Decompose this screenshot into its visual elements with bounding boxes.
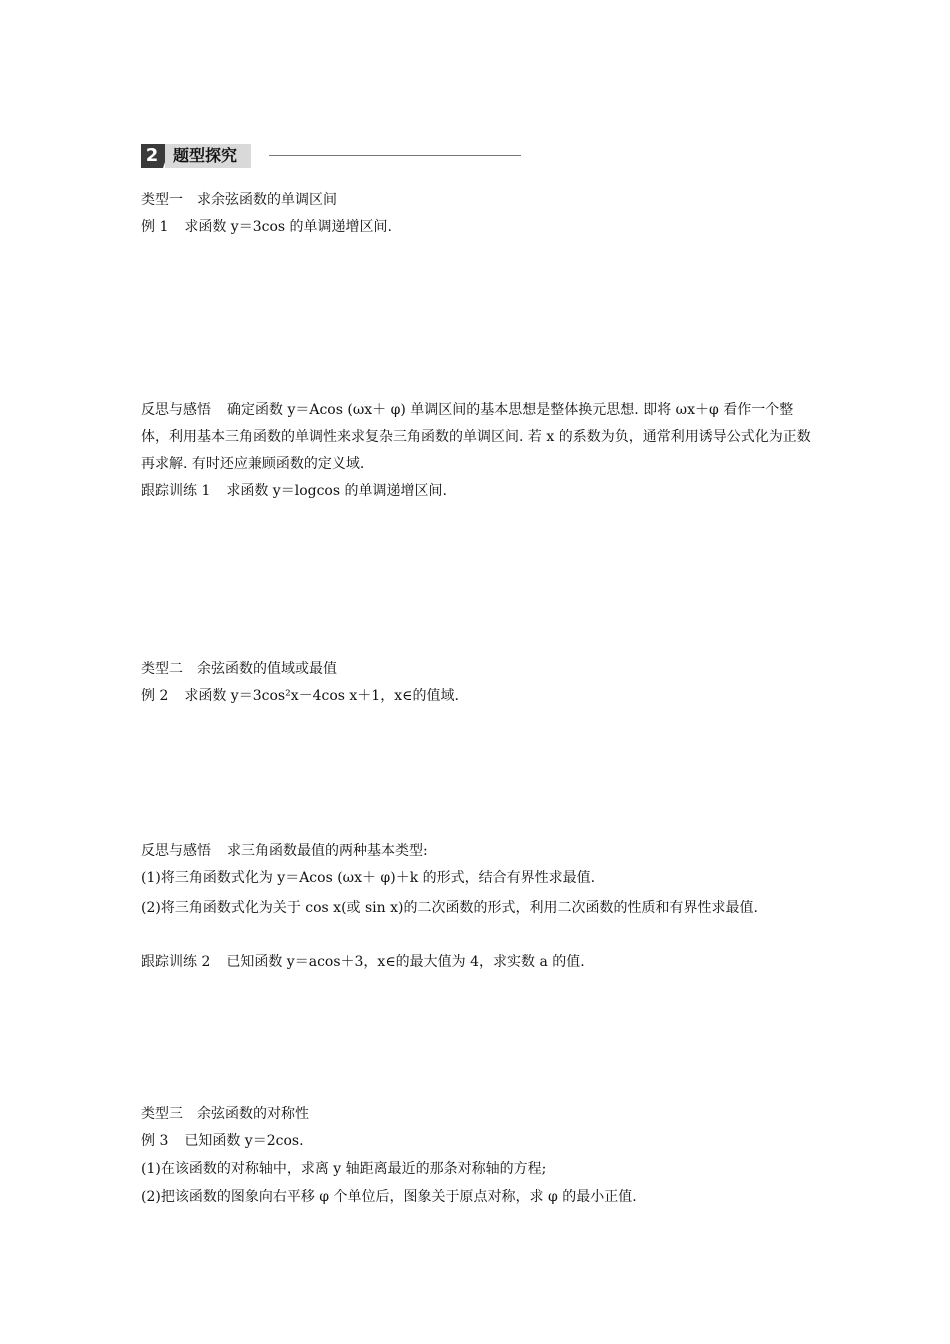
reflect2-label: 反思与感悟 bbox=[141, 843, 211, 859]
reflect2-item1: (1)将三角函数式化为 y＝Acos (ωx＋ φ)＋k 的形式，结合有界性求最值. bbox=[141, 870, 596, 886]
example3-item1: (1)在该函数的对称轴中，求离 y 轴距离最近的那条对称轴的方程; bbox=[141, 1161, 547, 1177]
reflect2 bbox=[141, 841, 428, 861]
reflect2-item2: (2)将三角函数式化为关于 cos x(或 sin x)的二次函数的形式，利用二次函数的性质和有界性求最值. bbox=[141, 900, 758, 916]
example1 bbox=[141, 217, 392, 237]
example2 bbox=[141, 686, 459, 706]
reflect1 bbox=[141, 397, 813, 478]
example3-text: 已知函数 y＝2cos. bbox=[184, 1133, 304, 1149]
train1-label: 跟踪训练 1 bbox=[141, 483, 211, 499]
example2-text: 求函数 y＝3cos²x－4cos x＋1，x∈的值域. bbox=[184, 688, 459, 704]
example3 bbox=[141, 1131, 304, 1151]
section-rule bbox=[269, 155, 521, 156]
section-title: 题型探究 bbox=[165, 144, 251, 168]
example1-label: 例 1 bbox=[141, 219, 169, 235]
section-number: 2 bbox=[141, 144, 163, 168]
reflect2-text: 求三角函数最值的两种基本类型: bbox=[227, 843, 428, 859]
train2-text: 已知函数 y＝acos＋3，x∈的最大值为 4，求实数 a 的值. bbox=[226, 954, 585, 970]
type3-heading: 类型三 余弦函数的对称性 bbox=[141, 1106, 309, 1122]
train2 bbox=[141, 952, 585, 972]
reflect1-text: 确定函数 y＝Acos (ωx＋ φ) 单调区间的基本思想是整体换元思想. 即将 ωx＋φ 看作一个整体，利用基本三角函数的单调性来求复杂三角函数的单调区间. 若 x 的系数为负，通常利用诱导公式化为正数再求解. 有时还应兼顾函数的定义域. bbox=[141, 402, 811, 472]
example2-label: 例 2 bbox=[141, 688, 169, 704]
example3-item2: (2)把该函数的图象向右平移 φ 个单位后，图象关于原点对称，求 φ 的最小正值. bbox=[141, 1189, 637, 1205]
type2-heading: 类型二 余弦函数的值域或最值 bbox=[141, 661, 337, 677]
example1-text: 求函数 y＝3cos 的单调递增区间. bbox=[184, 219, 392, 235]
example3-label: 例 3 bbox=[141, 1133, 169, 1149]
type1-heading: 类型一 求余弦函数的单调区间 bbox=[141, 192, 337, 208]
train2-label: 跟踪训练 2 bbox=[141, 954, 211, 970]
train1-text: 求函数 y＝logcos 的单调递增区间. bbox=[226, 483, 447, 499]
reflect1-label: 反思与感悟 bbox=[141, 402, 211, 418]
train1 bbox=[141, 481, 447, 501]
section-header bbox=[141, 144, 521, 168]
